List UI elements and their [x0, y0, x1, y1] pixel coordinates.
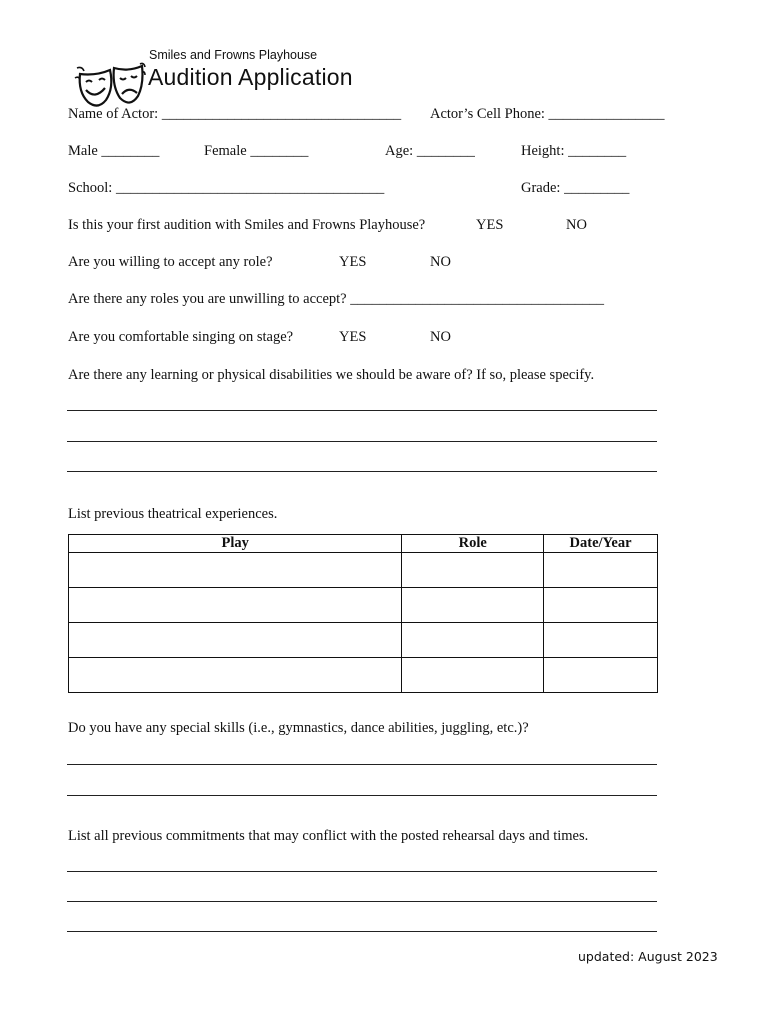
disabilities-answer-line[interactable] — [67, 471, 657, 472]
grade-field[interactable] — [521, 179, 629, 197]
disabilities-answer-line[interactable] — [67, 441, 657, 442]
female-field[interactable] — [204, 142, 308, 160]
column-header-role: Role — [402, 535, 544, 553]
table-row — [69, 623, 658, 658]
date-year-cell[interactable] — [544, 658, 658, 693]
comedy-tragedy-masks-icon — [66, 44, 138, 94]
date-year-cell[interactable] — [544, 553, 658, 588]
name-of-actor-blank[interactable]: _________________________________ — [161, 106, 402, 122]
school-label: School: — [68, 180, 116, 196]
special-skills-question: Do you have any special skills (i.e., gymnastics, dance abilities, juggling, etc.)? — [68, 720, 529, 736]
first-audition-question: Is this your first audition with Smiles and Frowns Playhouse? — [68, 217, 426, 233]
experience-prompt: List previous theatrical experiences. — [68, 506, 278, 522]
unwilling-roles-blank[interactable]: ___________________________________ — [350, 291, 604, 307]
role-cell[interactable] — [402, 623, 544, 658]
role-cell[interactable] — [402, 588, 544, 623]
singing-no-option[interactable]: NO — [430, 329, 451, 345]
school-field[interactable] — [68, 179, 384, 197]
date-year-cell[interactable] — [544, 623, 658, 658]
grade-blank[interactable]: _________ — [564, 180, 630, 196]
role-cell[interactable] — [402, 658, 544, 693]
singing-question: Are you comfortable singing on stage? — [68, 329, 294, 345]
first-audition-no-option[interactable]: NO — [566, 217, 587, 233]
experience-header-row — [69, 535, 658, 553]
male-label: Male — [68, 143, 102, 159]
experience-table — [68, 534, 658, 693]
commitments-answer-line[interactable] — [67, 931, 657, 932]
height-field[interactable] — [521, 142, 626, 160]
age-label: Age: — [385, 143, 417, 159]
disabilities-answer-line[interactable] — [67, 410, 657, 411]
name-of-actor-label: Name of Actor: — [68, 106, 162, 122]
height-label: Height: — [521, 143, 569, 159]
cell-phone-label: Actor’s Cell Phone: — [430, 106, 549, 122]
cell-phone-field[interactable] — [430, 105, 665, 123]
male-field[interactable] — [68, 142, 159, 160]
updated-date: updated: August 2023 — [578, 949, 718, 964]
school-blank[interactable]: _____________________________________ — [115, 180, 385, 196]
special-skills-answer-line[interactable] — [67, 764, 657, 765]
any-role-yes-option[interactable]: YES — [339, 254, 367, 270]
grade-label: Grade: — [521, 180, 565, 196]
male-blank[interactable]: ________ — [101, 143, 160, 159]
height-blank[interactable]: ________ — [568, 143, 627, 159]
age-field[interactable] — [385, 142, 475, 160]
cell-phone-blank[interactable]: ________________ — [548, 106, 665, 122]
table-row — [69, 553, 658, 588]
organization-name: Smiles and Frowns Playhouse — [149, 48, 318, 62]
special-skills-answer-line[interactable] — [67, 795, 657, 796]
play-cell[interactable] — [69, 553, 402, 588]
play-cell[interactable] — [69, 623, 402, 658]
age-blank[interactable]: ________ — [416, 143, 475, 159]
female-label: Female — [204, 143, 251, 159]
play-cell[interactable] — [69, 658, 402, 693]
column-header-date-year: Date/Year — [544, 535, 658, 553]
singing-yes-option[interactable]: YES — [339, 329, 367, 345]
any-role-question: Are you willing to accept any role? — [68, 254, 273, 270]
commitments-answer-line[interactable] — [67, 901, 657, 902]
play-cell[interactable] — [69, 588, 402, 623]
commitments-question: List all previous commitments that may conflict with the posted rehearsal days and times. — [68, 828, 589, 844]
unwilling-roles-field[interactable] — [68, 290, 604, 308]
female-blank[interactable]: ________ — [250, 143, 309, 159]
page-title: Audition Application — [148, 64, 353, 90]
column-header-play: Play — [69, 535, 402, 553]
disabilities-question: Are there any learning or physical disabilities we should be aware of? If so, please specify. — [68, 367, 595, 383]
date-year-cell[interactable] — [544, 588, 658, 623]
commitments-answer-line[interactable] — [67, 871, 657, 872]
table-row — [69, 588, 658, 623]
role-cell[interactable] — [402, 553, 544, 588]
name-of-actor-field[interactable] — [68, 105, 401, 123]
unwilling-roles-question: Are there any roles you are unwilling to accept? — [68, 291, 351, 307]
any-role-no-option[interactable]: NO — [430, 254, 451, 270]
table-row — [69, 658, 658, 693]
first-audition-yes-option[interactable]: YES — [476, 217, 504, 233]
